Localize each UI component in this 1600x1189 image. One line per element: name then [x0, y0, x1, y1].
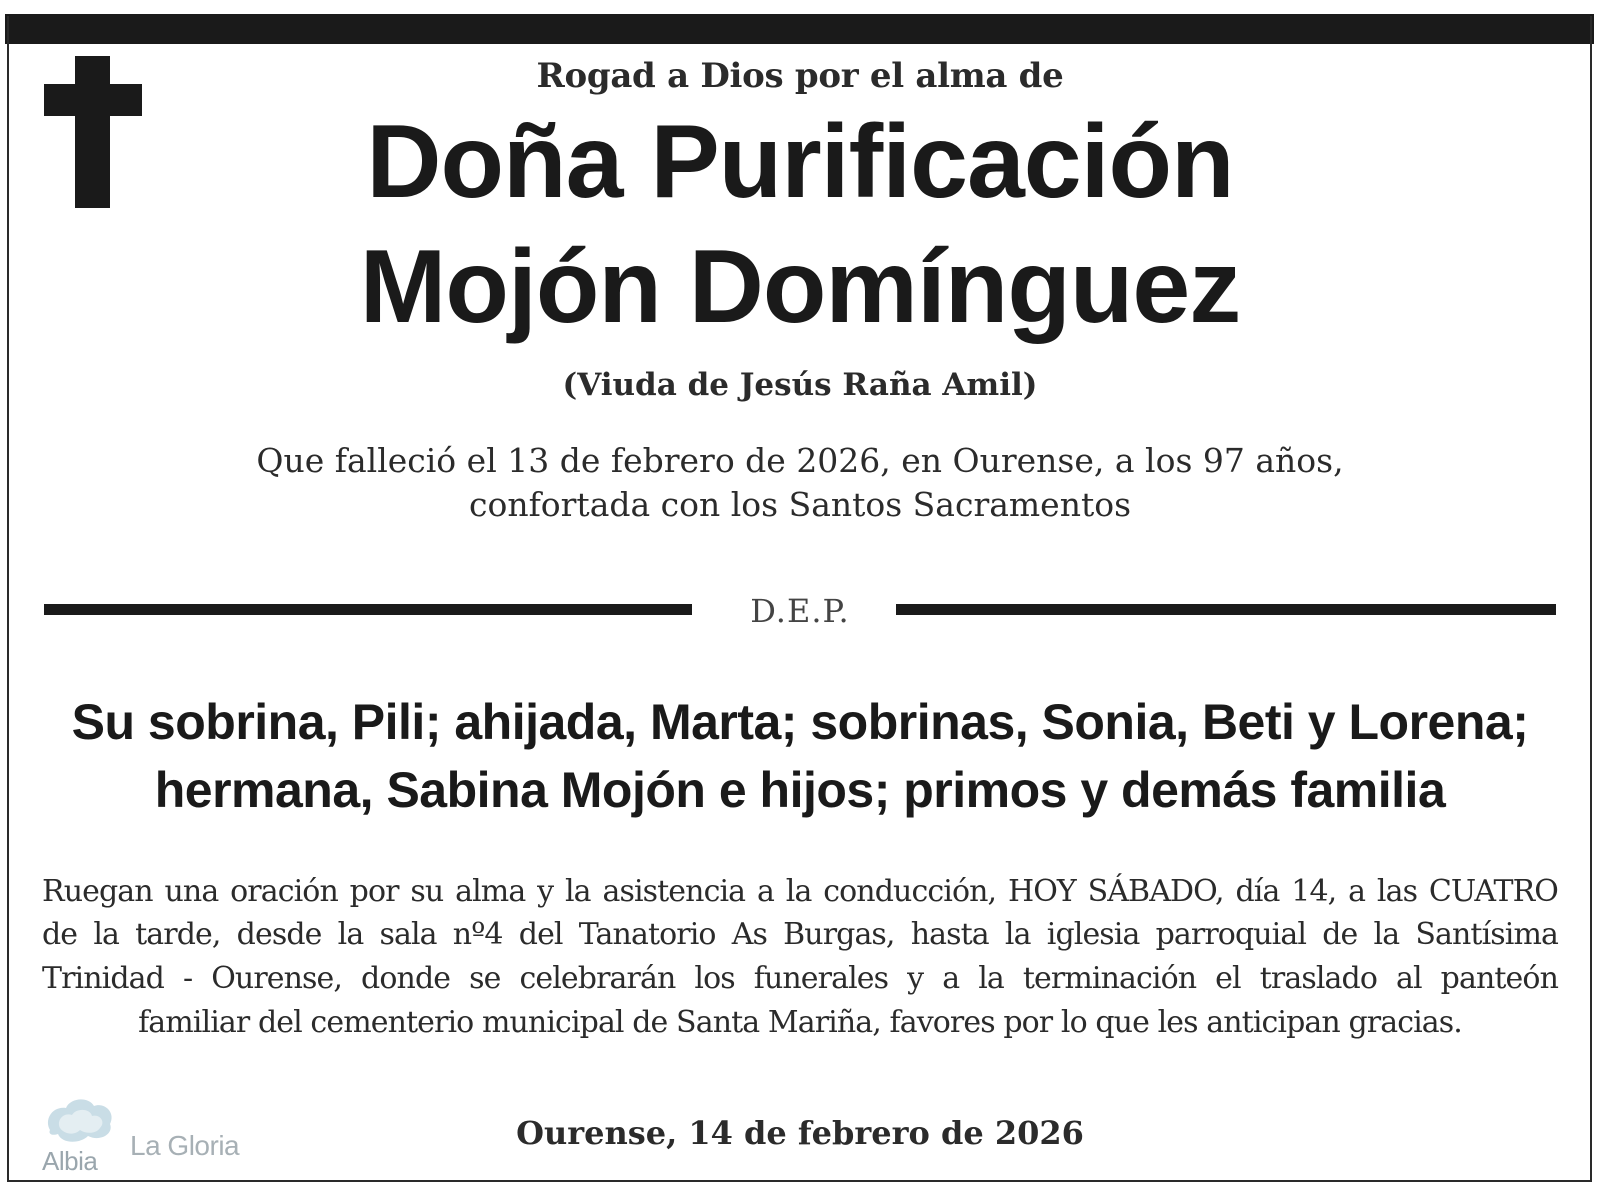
funeral-home-name: La Gloria — [130, 1130, 240, 1161]
service-text-line-3: Trinidad - Ourense, donde se celebrarán los funerales y a la terminación el traslado al panteón — [42, 961, 1558, 996]
divider-right — [896, 604, 1556, 615]
service-text-line-4: familiar del cementerio municipal de Santa Mariña, favores por lo que les anticipan gracias. — [138, 1005, 1462, 1040]
funeral-home-logo — [40, 1090, 250, 1176]
deceased-name-line-2: Mojón Domínguez — [359, 229, 1241, 345]
intro-text: Rogad a Dios por el alma de — [536, 56, 1064, 96]
service-text-line-2: de la tarde, desde la sala nº4 del Tanatorio As Burgas, hasta la iglesia parroquial de la Santísima — [42, 917, 1558, 952]
death-details-line-2: confortada con los Santos Sacramentos — [468, 485, 1132, 524]
albia-logo-icon — [40, 1090, 120, 1150]
deceased-name-line-1: Doña Purificación — [366, 104, 1234, 220]
family-line-1: Su sobrina, Pili; ahijada, Marta; sobrinas, Sonia, Beti y Lorena; — [71, 694, 1529, 750]
footer-date: Ourense, 14 de febrero de 2026 — [516, 1114, 1084, 1152]
widow-subtitle: (Viuda de Jesús Raña Amil) — [562, 367, 1038, 403]
albia-brand-text: Albia — [42, 1146, 98, 1176]
death-details-line-1: Que falleció el 13 de febrero de 2026, en Ourense, a los 97 años, — [256, 441, 1344, 480]
dep-label: D.E.P. — [750, 592, 850, 630]
family-line-2: hermana, Sabina Mojón e hijos; primos y demás familia — [154, 762, 1446, 818]
service-text-line-1: Ruegan una oración por su alma y la asistencia a la conducción, HOY SÁBADO, día 14, a las CUATRO — [42, 874, 1558, 909]
